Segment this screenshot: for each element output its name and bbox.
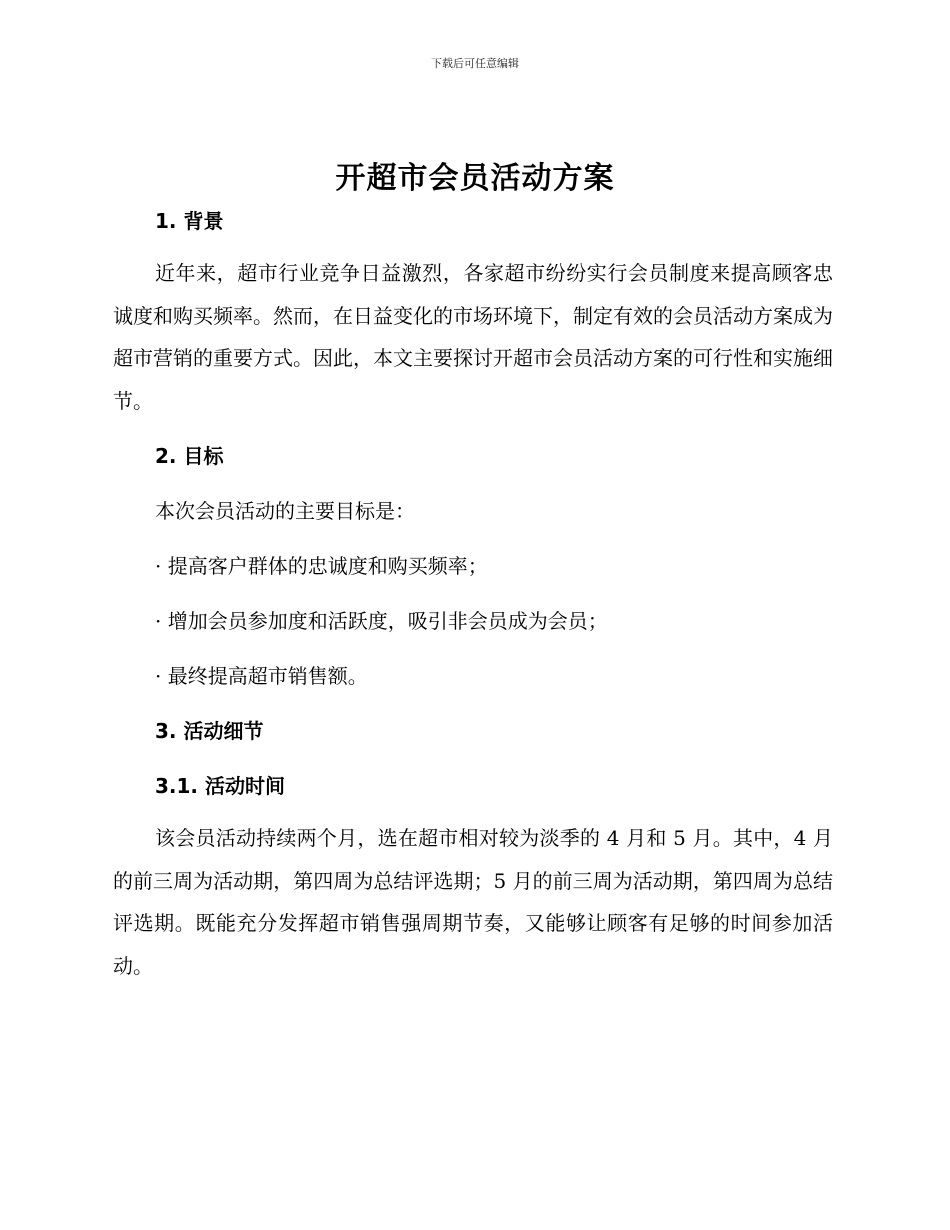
section-goals-heading-block: [113, 441, 833, 471]
goal-item-3-block: [113, 661, 833, 691]
section-background-paragraph-block: [113, 252, 833, 422]
section-details-heading-block: [113, 716, 833, 746]
section-heading-details: 3. 活动细节: [155, 719, 264, 743]
goals-intro: 本次会员活动的主要目标是：: [155, 499, 415, 523]
activity-time-paragraph: 该会员活动持续两个月，选在超市相对较为淡季的 4 月和 5 月。其中，4 月的前三周为活动期，第四周为总结评选期；5 月的前三周为活动期，第四周为总结评选期。既能充分发挥超市销售强周期节奏，又能够让顾客有足够的时间参加活动。: [113, 826, 833, 978]
header-note: 下载后可任意编辑: [431, 57, 519, 70]
background-paragraph: 近年来，超市行业竞争日益激烈，各家超市纷纷实行会员制度来提高顾客忠诚度和购买频率。然而，在日益变化的市场环境下，制定有效的会员活动方案成为超市营销的重要方式。因此，本文主要探讨开超市会员活动方案的可行性和实施细节。: [113, 261, 833, 413]
section-background-heading-block: [113, 206, 833, 236]
goals-intro-block: [113, 496, 833, 526]
goal-list-item: · 提高客户群体的忠诚度和购买频率；: [155, 554, 488, 578]
goal-list-item: · 最终提高超市销售额。: [155, 664, 368, 688]
section-heading-goals: 2. 目标: [155, 444, 224, 468]
details-paragraph-block: [113, 817, 833, 987]
goal-item-2-block: [113, 606, 833, 636]
section-heading-background: 1. 背景: [155, 209, 224, 233]
subsection-heading-time: 3.1. 活动时间: [155, 774, 285, 798]
document-title: 开超市会员活动方案: [335, 161, 615, 196]
goal-list-item: · 增加会员参加度和活跃度，吸引非会员成为会员；: [155, 609, 608, 633]
goal-item-1-block: [113, 551, 833, 581]
subsection-time-heading-block: [113, 771, 833, 801]
